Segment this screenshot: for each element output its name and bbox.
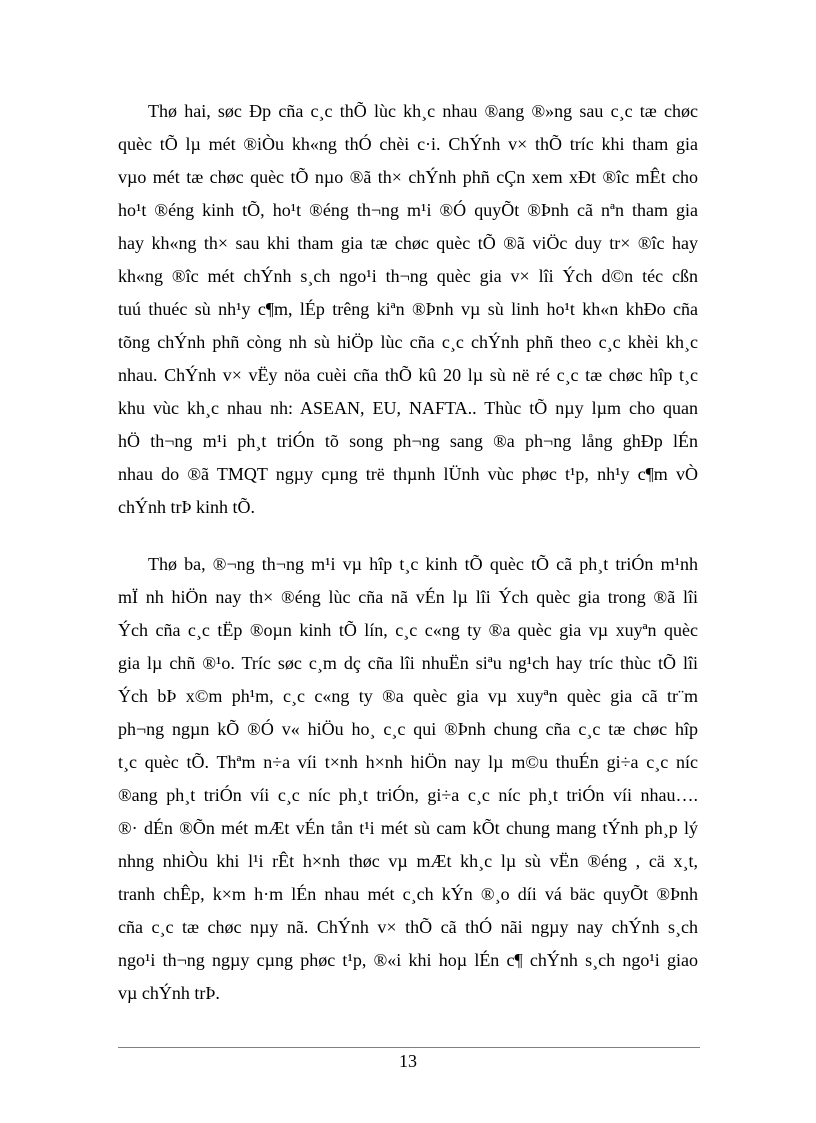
- text-line: khu vùc kh¸c nhau nh: ASEAN, EU, NAFTA.. Thùc tÕ nµy lµm cho quan: [118, 398, 698, 418]
- text-line: t¸c quèc tÕ. Thªm n÷a víi t×nh h×nh hiÖn nay lµ m©u thuÉn gi÷a c¸c níc: [118, 752, 698, 772]
- text-line: ph¬ng ngµn kÕ ®Ó v« hiÖu ho¸ c¸c qui ®Þnh chung cña c¸c tæ chøc hîp: [118, 719, 698, 739]
- text-line: mÏ nh hiÖn nay th× ®éng lùc cña nã vÉn lµ lîi Ých quèc gia trong ®ã lîi: [118, 587, 698, 607]
- text-line: tõng chÝnh phñ còng nh sù hiÖp lùc cña c¸c chÝnh phñ theo c¸c khèi kh¸c: [118, 332, 698, 352]
- text-line: kh«ng ®îc mét chÝnh s¸ch ngo¹i th¬ng quèc gia v× lîi Ých d©n téc cßn: [118, 266, 698, 286]
- text-line: Thø ba, ®¬ng th¬ng m¹i vµ hîp t¸c kinh tÕ quèc tÕ cã ph¸t triÓn m¹nh: [148, 554, 698, 574]
- text-line: vµ chÝnh trÞ.: [118, 983, 220, 1003]
- text-line: chÝnh trÞ kinh tÕ.: [118, 497, 255, 517]
- text-line: Thø hai, søc Ðp cña c¸c thÕ lùc kh¸c nhau ®ang ®»ng sau c¸c tæ chøc: [148, 101, 698, 121]
- text-line: vµo mét tæ chøc quèc tÕ nµo ®ã th× chÝnh phñ cÇn xem xÐt ®îc mÊt cho: [118, 167, 698, 187]
- text-line: ®ang ph¸t triÓn víi c¸c níc ph¸t triÓn, gi÷a c¸c níc ph¸t triÓn víi nhau….: [118, 785, 698, 805]
- text-line: ho¹t ®éng kinh tÕ, ho¹t ®éng th¬ng m¹i ®Ó quyÕt ®Þnh cã nªn tham gia: [118, 200, 698, 220]
- text-line: nhng nhiÒu khi l¹i rÊt h×nh thøc vµ mÆt kh¸c lµ sù vËn ®éng , cä x¸t,: [118, 851, 698, 871]
- text-line: hay kh«ng th× sau khi tham gia tæ chøc quèc tÕ ®ã viÖc duy tr× ®îc hay: [118, 233, 698, 253]
- text-line: hÖ th¬ng m¹i ph¸t triÓn tõ song ph¬ng sang ®a ph¬ng lång ghÐp lÉn: [118, 431, 698, 451]
- text-line: ®· dÉn ®Õn mét mÆt vÉn tån t¹i mét sù cam kÕt chung mang tÝnh ph¸p lý: [118, 818, 698, 838]
- text-line: gia lµ chñ ®¹o. Tríc søc c¸m dç cña lîi nhuËn siªu ng¹ch hay tríc thùc tÕ lîi: [118, 653, 698, 673]
- footer-divider: [118, 1047, 700, 1048]
- text-line: cña c¸c tæ chøc nµy nã. ChÝnh v× thÕ cã thÓ nãi ngµy nay chÝnh s¸ch: [118, 917, 698, 937]
- body-paragraph: [118, 548, 698, 1010]
- page-number: 13: [399, 1051, 417, 1071]
- text-line: tuú thuéc sù nh¹y c¶m, lÉp trêng kiªn ®Þnh vµ sù linh ho¹t kh«n khÐo cña: [118, 299, 698, 319]
- text-line: tranh chÊp, k×m h·m lÉn nhau mét c¸ch kÝn ®¸o díi vá bäc quyÕt ®Þnh: [118, 884, 698, 904]
- text-line: nhau. ChÝnh v× vËy nöa cuèi cña thÕ kû 20 lµ sù në ré c¸c tæ chøc hîp t¸c: [118, 365, 698, 385]
- text-line: Ých cña c¸c tËp ®oµn kinh tÕ lín, c¸c c«ng ty ®a quèc gia vµ xuyªn quèc: [118, 620, 698, 640]
- body-paragraph: [118, 95, 698, 524]
- text-line: quèc tÕ lµ mét ®iÒu kh«ng thÓ chèi c·i. ChÝnh v× thÕ tríc khi tham gia: [118, 134, 698, 154]
- text-line: Ých bÞ x©m ph¹m, c¸c c«ng ty ®a quèc gia vµ xuyªn quèc gia cã tr¨m: [118, 686, 698, 706]
- text-line: nhau do ®ã TMQT ngµy cµng trë thµnh lÜnh vùc phøc t¹p, nh¹y c¶m vÒ: [118, 464, 698, 484]
- text-line: ngo¹i th¬ng ngµy cµng phøc t¹p, ®«i khi hoµ lÉn c¶ chÝnh s¸ch ngo¹i giao: [118, 950, 698, 970]
